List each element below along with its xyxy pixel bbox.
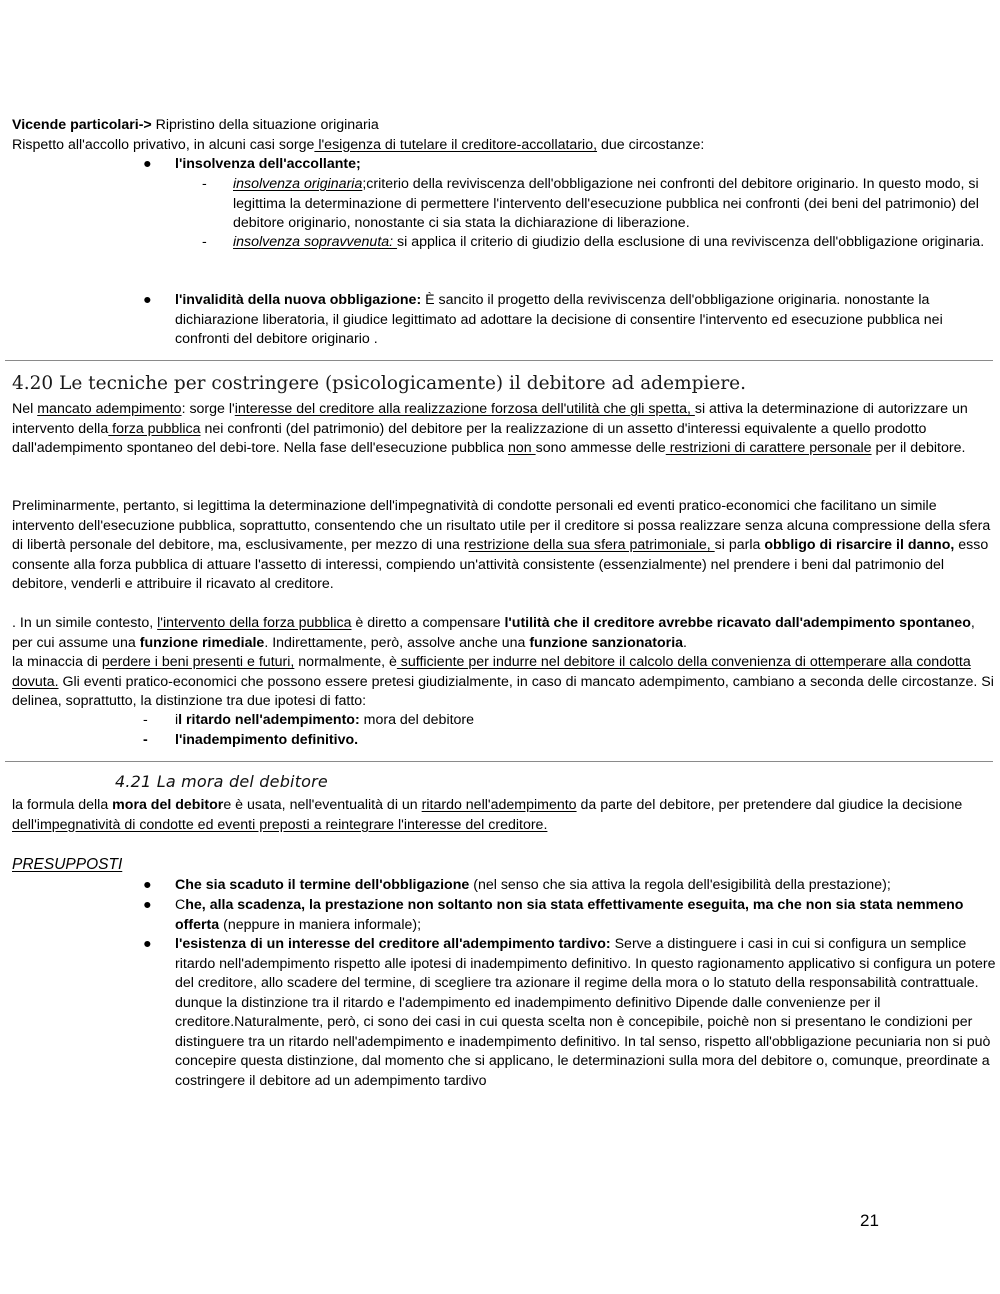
bullet-scadenza: ● Che, alla scadenza, la prestazione non soltanto non sia stata effettivamente eseguita, ma che non sia stata nemmeno offerta (neppure in maniera informale);: [143, 897, 964, 933]
paragraph-contesto: . In un simile contesto, l'intervento della forza pubblica è diretto a compensare l'utilità che il creditore avrebbe ricavato dall'adempimento spontaneo, per cui assume una funzione rimediale. Indirettamente, però, assolve anche una funzione sanzionatoria. la minaccia di perdere i beni presenti e futuri, normalmente, è sufficiente per indurre nel debitore il calcolo della convenienza di ottemperare alla condotta dovuta. Gli eventi pratico-economici che possono essere pretesi giudizialmente, in caso di mancato adempimento, cambiano a seconda delle circostanze. Si delinea, soprattutto, la distinzione tra due ipotesi di fatto:: [12, 615, 994, 709]
divider: [5, 360, 993, 361]
sub-item-insolvenza-originaria: - insolvenza originaria;criterio della reviviscenza dell'obbligazione nei confronti del debitore originario. In questo modo, si legittima la determinazione di permettere l'intervento dell'esecuzione pubblica nei confronti (dei beni del patrimonio) del debitore originario, nonostante ci sia stata la dichiarazione di liberazione.: [202, 176, 979, 231]
bullet-insolvenza: ● l'insolvenza dell'accollante;: [143, 155, 998, 175]
bullet-termine: ● Che sia scaduto il termine dell'obbligazione (nel senso che sia attiva la regola dell'esigibilità della prestazione);: [143, 876, 998, 896]
bullet-marker: ●: [143, 936, 152, 952]
bullet-marker: ●: [143, 292, 152, 308]
paragraph-preliminarmente: Preliminarmente, pertanto, si legittima la determinazione dell'impegnatività di condotte personali ed eventi pratico-economici che facilitano un simile intervento dell'esecuzione pubblica, soprattutto, consentendo che un risultato utile per il creditore si possa realizzare senza alcuna compressione della sfera di libertà personale del debitore, ma, esclusivamente, per mezzo di una restrizione della sua sfera patrimoniale, si parla obbligo di risarcire il danno, esso consente alla forza pubblica di attuare l'assetto di interessi, compiendo un'attività consistente (essenzialmente) nel prendere i beni dal patrimonio del debitore, venderli e attribuire il ricavato al creditore.: [12, 498, 991, 592]
dash-marker: -: [202, 234, 207, 250]
bullet-marker: ●: [143, 897, 152, 913]
list-item-inadempimento: - l'inadempimento definitivo.: [143, 731, 998, 751]
section-heading-4-21: 4.21 La mora del debitore: [115, 772, 328, 791]
dash-marker: -: [143, 712, 148, 728]
sub-item-insolvenza-sopravvenuta: - insolvenza sopravvenuta: si applica il criterio di giudizio della esclusione di una reviviscenza dell'obbligazione originaria.: [202, 233, 998, 253]
section-heading-4-20: 4.20 Le tecniche per costringere (psicologicamente) il debitore ad adempiere.: [12, 373, 747, 394]
paragraph-mancato-adempimento: Nel mancato adempimento: sorge l'interesse del creditore alla realizzazione forzosa dell'utilità che gli spetta, si attiva la determinazione di autorizzare un intervento della forza pubblica nei confronti (del patrimonio) del debitore per la realizzazione di un assetto d'interessi equivalente a quello prodotto dall'adempimento spontaneo del debi-tore. Nella fase dell'esecuzione pubblica non sono ammesse delle restrizioni di carattere personale per il debitore.: [12, 401, 968, 456]
bullet-marker: ●: [143, 877, 152, 893]
intro-line-2: Rispetto all'accollo privativo, in alcuni casi sorge l'esigenza di tutelare il creditore-accollatario, due circostanze:: [12, 136, 705, 153]
presupposti-label: PRESUPPOSTI: [12, 856, 123, 873]
dash-marker: -: [143, 732, 148, 748]
bullet-marker: ●: [143, 156, 152, 172]
intro-block: [12, 116, 998, 155]
dash-marker: -: [202, 176, 207, 192]
divider: [5, 761, 993, 762]
list-item-ritardo: - il ritardo nell'adempimento: mora del debitore: [143, 711, 998, 731]
bullet-interesse: ● l'esistenza di un interesse del creditore all'adempimento tardivo: Serve a distinguere i casi in cui si configura un semplice ritardo nell'adempimento rispetto alle ipotesi di inadempimento definitivo. In questo ragionamento applicativo si configura un potere del creditore, allo scadere del termine, di scegliere tra azionare il regime della mora o lo statuto della responsabilità contrattuale. dunque la distinzione tra il ritardo e l'adempimento ed inadempimento definitivo Dipende dalle convenienze per il creditore.Naturalmente, però, ci sono dei casi in cui questa scelta non è concepibile, poichè non si presentano le condizioni per distinguere tra un ritardo nell'adempimento e inadempimento definitivo. In tal senso, rispetto all'obbligazione pecuniaria non si può concepire questa distinzione, dal momento che si applicano, le determinazioni sulla mora del debitore o, comunque, preordinate a costringere il debitore ad un adempimento tardivo: [143, 936, 996, 1089]
page-number: 21: [860, 1211, 879, 1230]
bullet-invalidita: ● l'invalidità della nuova obbligazione: È sancito il progetto della reviviscenza dell'obbligazione originaria. nonostante la dichiarazione liberatoria, il giudice legittimato ad adottare la decisione di consentire l'intervento ed esecuzione pubblica nei confronti del debitore originario .: [143, 292, 943, 347]
intro-line-1: Vicende particolari-> Ripristino della situazione originaria: [12, 117, 379, 133]
paragraph-mora: la formula della mora del debitore è usata, nell'eventualità di un ritardo nell'adempimento da parte del debitore, per pretendere dal giudice la decisione dell'impegnatività di condotte ed eventi preposti a reintegrare l'interesse del creditore.: [12, 797, 963, 833]
